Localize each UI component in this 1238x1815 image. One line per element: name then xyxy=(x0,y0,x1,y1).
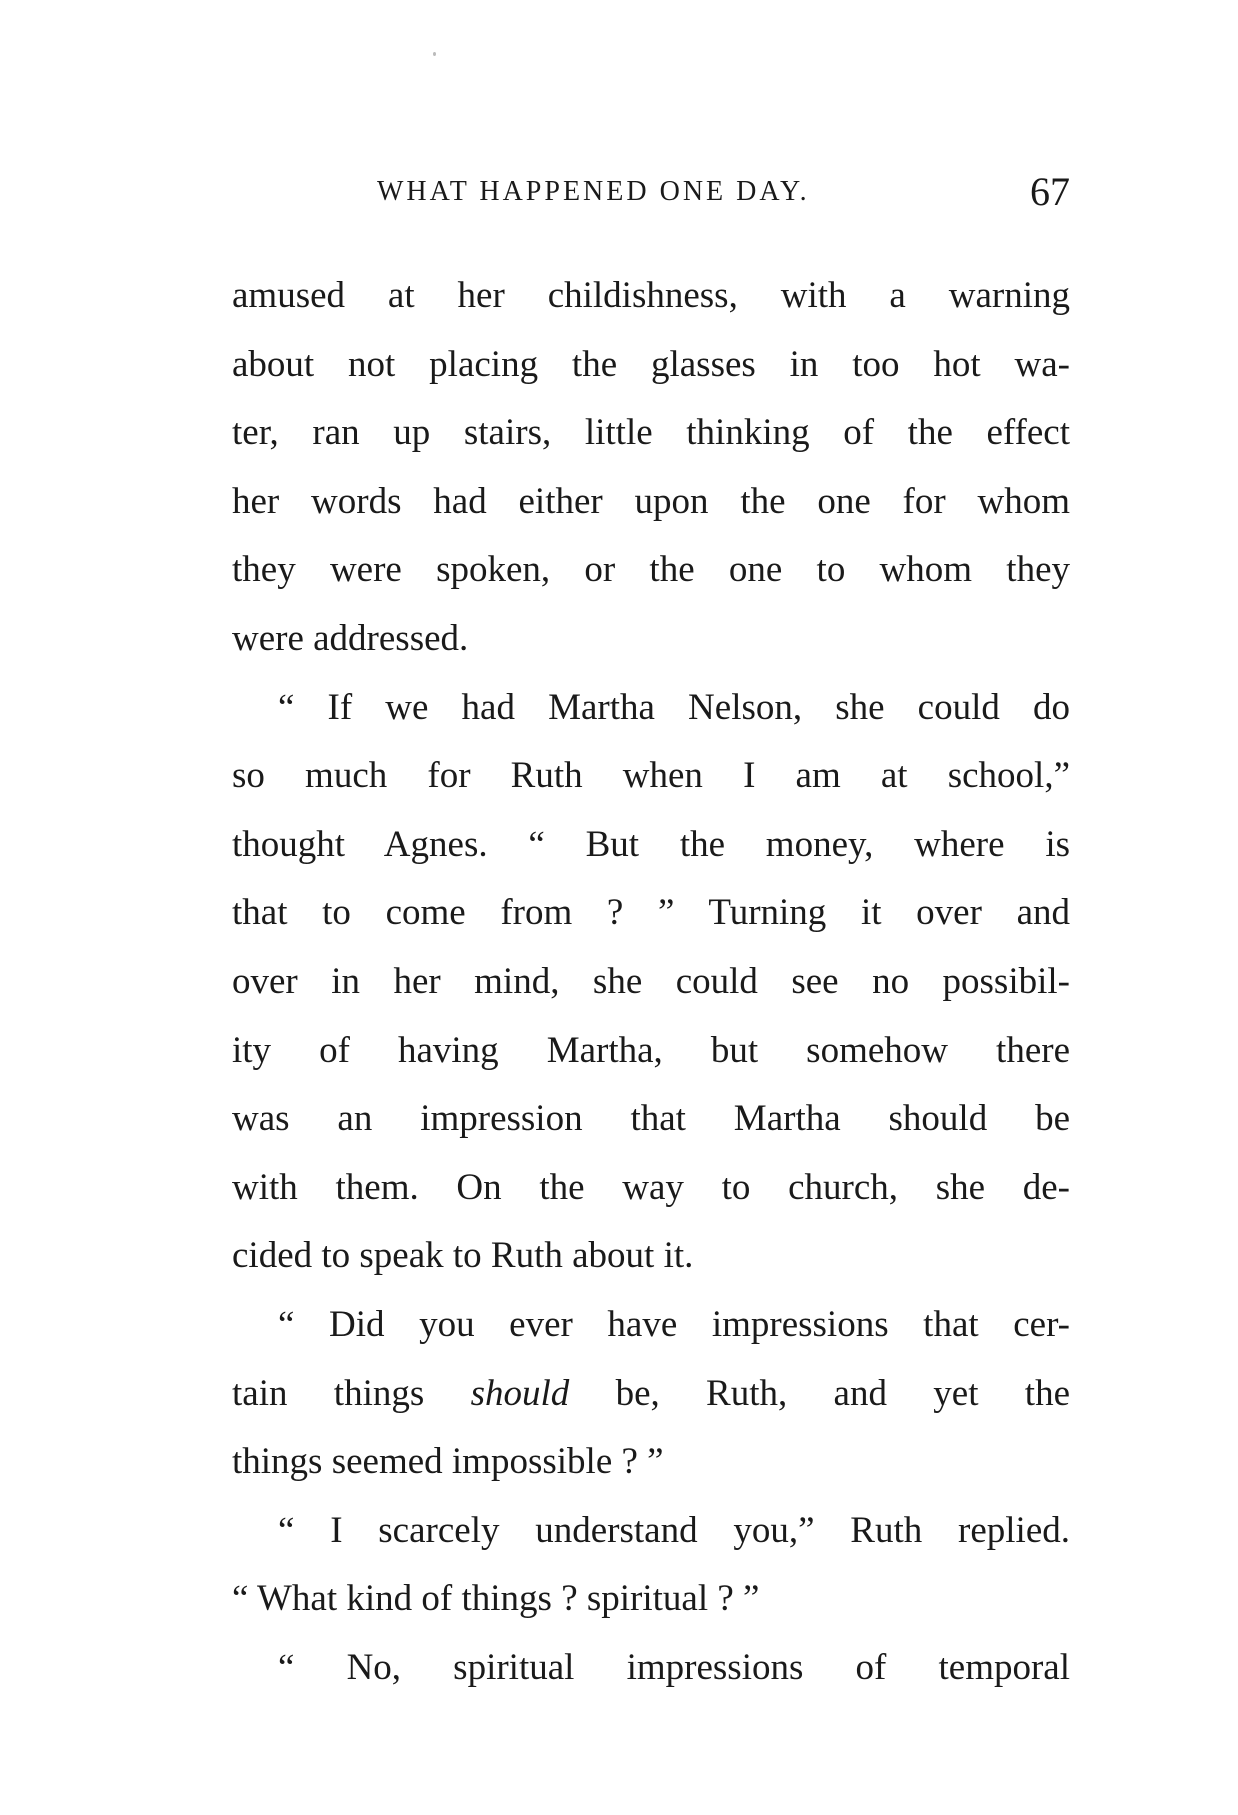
running-title: WHAT HAPPENED ONE DAY. xyxy=(377,176,810,207)
text-line-15: cided to speak to Ruth about it. xyxy=(232,1235,694,1277)
text-line-17-end: be, Ruth, and yet the xyxy=(615,1372,1070,1414)
text-line-17-start: tain things xyxy=(232,1372,425,1414)
text-line-1: amused at her childishness, with a warning xyxy=(232,275,1070,316)
text-line-11: over in her mind, she could see no possibil- xyxy=(232,960,1070,1002)
running-head xyxy=(232,168,1070,218)
text-line-10: that to come from ? ” Turning it over and xyxy=(232,892,1070,934)
text-line-21: “ No, spiritual impressions of temporal xyxy=(278,1646,1070,1688)
text-line-5: they were spoken, or the one to whom they xyxy=(232,549,1070,591)
text-line-14: with them. On the way to church, she de- xyxy=(232,1166,1070,1208)
text-line-3: ter, ran up stairs, little thinking of the effect xyxy=(232,412,1070,454)
body-text xyxy=(232,262,1070,1702)
text-line-4: her words had either upon the one for whom xyxy=(232,480,1070,522)
text-line-12: ity of having Martha, but somehow there xyxy=(232,1029,1070,1071)
text-line-19: “ I scarcely understand you,” Ruth replied. xyxy=(278,1509,1070,1551)
text-line-13: was an impression that Martha should be xyxy=(232,1098,1070,1140)
text-line-20: “ What kind of things ? spiritual ? ” xyxy=(232,1578,760,1620)
text-line-9: thought Agnes. “ But the money, where is xyxy=(232,823,1070,865)
text-line-16: “ Did you ever have impressions that cer- xyxy=(278,1303,1070,1345)
text-line-17 xyxy=(232,1360,1070,1429)
text-line-2: about not placing the glasses in too hot wa- xyxy=(232,343,1070,385)
emphasis-should: should xyxy=(470,1372,570,1414)
text-line-8: so much for Ruth when I am at school,” xyxy=(232,755,1070,797)
text-line-18: things seemed impossible ? ” xyxy=(232,1441,664,1483)
page-number: 67 xyxy=(1030,169,1070,214)
text-line-6: were addressed. xyxy=(232,617,469,659)
paper-speck xyxy=(433,52,436,56)
text-line-7: “ If we had Martha Nelson, she could do xyxy=(278,686,1070,728)
